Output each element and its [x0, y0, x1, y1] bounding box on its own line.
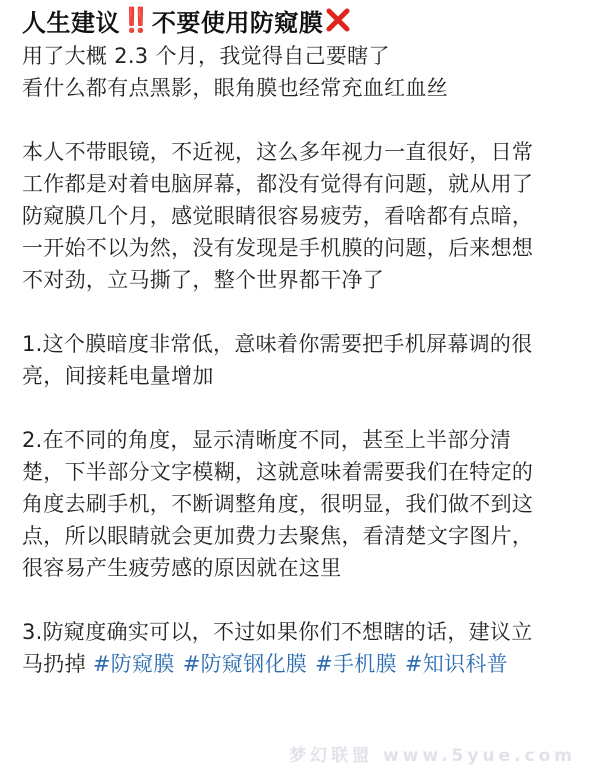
text-line: 3.防窥度确实可以，不过如果你们不想瞎的话，建议立 — [22, 620, 533, 644]
hashtag-link[interactable]: #防窥钢化膜 — [182, 652, 308, 676]
text-line: 2.在不同的角度，显示清晰度不同，甚至上半部分清 — [22, 428, 512, 452]
text-line: 一开始不以为然，没有发现是手机膜的问题，后来想想 — [22, 236, 534, 260]
text-line: 本人不带眼镜，不近视，这么多年视力一直很好，日常 — [22, 140, 534, 164]
title-suffix-text: 不要使用防窥膜 — [151, 8, 324, 37]
point-3-last-line — [22, 648, 594, 680]
intro-paragraph — [22, 40, 594, 104]
text-line: 不对劲，立马撕了，整个世界都干净了 — [22, 268, 385, 292]
text-line: 楚，下半部分文字模糊，这就意味着需要我们在特定的 — [22, 460, 534, 484]
text-line: 防窥膜几个月，感觉眼睛很容易疲劳，看啥都有点暗， — [22, 204, 534, 228]
text-line: 亮，间接耗电量增加 — [22, 364, 214, 388]
experience-paragraph — [22, 136, 594, 296]
cross-mark-icon — [325, 7, 351, 33]
hashtag-link[interactable]: #防窥膜 — [92, 652, 175, 676]
hashtag-link[interactable]: #知识科普 — [404, 652, 508, 676]
post-title — [22, 0, 594, 40]
text-line: 用了大概 2.3 个月，我觉得自己要瞎了 — [22, 44, 390, 68]
text-line: 工作都是对着电脑屏幕，都没有觉得有问题，就从用了 — [22, 172, 534, 196]
text-line: 1.这个膜暗度非常低，意味着你需要把手机屏幕调的很 — [22, 332, 533, 356]
point-3-tail: 马扔掉 — [22, 652, 86, 676]
post-content — [22, 0, 594, 680]
text-line: 看什么都有点黑影，眼角膜也经常充血红血丝 — [22, 76, 448, 100]
text-line: 点，所以眼睛就会更加费力去聚焦，看清楚文字图片， — [22, 524, 534, 548]
text-line: 角度去刷手机，不断调整角度，很明显，我们做不到这 — [22, 492, 534, 516]
point-3-paragraph — [22, 616, 594, 680]
double-exclamation-icon: ‼️ — [121, 6, 148, 34]
point-2-paragraph — [22, 424, 594, 584]
text-line: 很容易产生疲劳感的原因就在这里 — [22, 556, 342, 580]
point-1-paragraph — [22, 328, 594, 392]
hashtag-link[interactable]: #手机膜 — [315, 652, 397, 676]
site-watermark: 梦幻联盟 www.5yue.com — [289, 746, 576, 766]
title-text: 人生建议 — [22, 8, 120, 37]
